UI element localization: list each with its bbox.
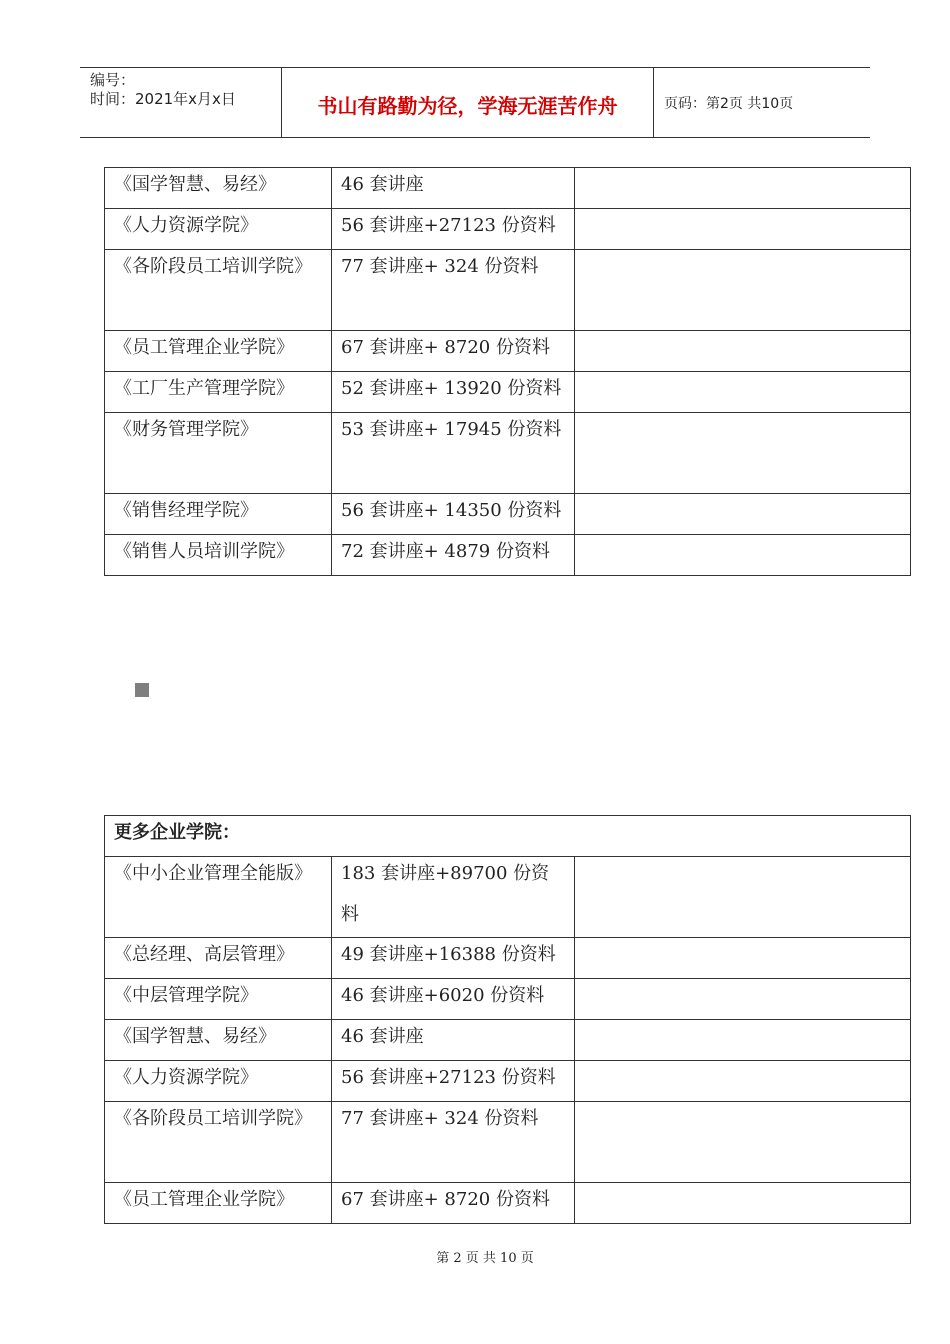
time-label: 时间：2021年x月x日 — [90, 90, 236, 108]
course-name: 《销售经理学院》 — [105, 494, 332, 535]
course-name: 《各阶段员工培训学院》 — [105, 1102, 332, 1183]
header-motto: 书山有路勤为径，学海无涯苦作舟 — [282, 68, 654, 137]
bullet-square-icon — [135, 683, 149, 697]
empty-cell — [575, 372, 911, 413]
empty-cell — [575, 938, 911, 979]
table-row — [105, 1183, 911, 1224]
empty-cell — [575, 331, 911, 372]
course-name: 《国学智慧、易经》 — [105, 1020, 332, 1061]
header-page-info: 页码：第2页 共10页 — [664, 95, 794, 112]
course-detail: 46 套讲座 — [332, 168, 575, 209]
page-footer: 第 2 页 共 10 页 — [436, 1251, 534, 1266]
course-name: 《中小企业管理全能版》 — [105, 857, 332, 938]
table-row — [105, 168, 911, 209]
course-detail: 67 套讲座+ 8720 份资料 — [332, 331, 575, 372]
empty-cell — [575, 413, 911, 494]
empty-cell — [575, 1183, 911, 1224]
course-name: 《员工管理企业学院》 — [105, 331, 332, 372]
course-detail: 56 套讲座+27123 份资料 — [332, 209, 575, 250]
table-row — [105, 331, 911, 372]
course-table-2 — [104, 815, 911, 1224]
course-detail: 52 套讲座+ 13920 份资料 — [332, 372, 575, 413]
header-meta — [80, 68, 282, 137]
table-row — [105, 413, 911, 494]
course-name: 《国学智慧、易经》 — [105, 168, 332, 209]
empty-cell — [575, 1102, 911, 1183]
empty-cell — [575, 857, 911, 938]
number-label: 编号： — [90, 71, 136, 89]
table-row — [105, 372, 911, 413]
course-detail: 77 套讲座+ 324 份资料 — [332, 1102, 575, 1183]
table-row — [105, 494, 911, 535]
course-name: 《工厂生产管理学院》 — [105, 372, 332, 413]
table-row — [105, 1061, 911, 1102]
empty-cell — [575, 1061, 911, 1102]
course-name: 《中层管理学院》 — [105, 979, 332, 1020]
course-name: 《财务管理学院》 — [105, 413, 332, 494]
table-row — [105, 535, 911, 576]
table-heading-row — [105, 816, 911, 857]
course-detail: 56 套讲座+27123 份资料 — [332, 1061, 575, 1102]
table-row — [105, 857, 911, 938]
table-row — [105, 250, 911, 331]
empty-cell — [575, 979, 911, 1020]
empty-cell — [575, 494, 911, 535]
course-table-1 — [104, 167, 911, 576]
course-detail: 53 套讲座+ 17945 份资料 — [332, 413, 575, 494]
empty-cell — [575, 250, 911, 331]
course-name: 《人力资源学院》 — [105, 209, 332, 250]
course-detail: 183 套讲座+89700 份资料 — [332, 857, 575, 938]
course-detail: 56 套讲座+ 14350 份资料 — [332, 494, 575, 535]
course-detail: 77 套讲座+ 324 份资料 — [332, 250, 575, 331]
table-row — [105, 1020, 911, 1061]
course-detail: 46 套讲座+6020 份资料 — [332, 979, 575, 1020]
page-header — [80, 67, 870, 138]
course-detail: 72 套讲座+ 4879 份资料 — [332, 535, 575, 576]
table-row — [105, 979, 911, 1020]
table-row — [105, 209, 911, 250]
course-name: 《员工管理企业学院》 — [105, 1183, 332, 1224]
empty-cell — [575, 535, 911, 576]
empty-cell — [575, 1020, 911, 1061]
course-name: 《总经理、高层管理》 — [105, 938, 332, 979]
course-name: 《销售人员培训学院》 — [105, 535, 332, 576]
course-detail: 49 套讲座+16388 份资料 — [332, 938, 575, 979]
table-row — [105, 938, 911, 979]
table-row — [105, 1102, 911, 1183]
course-name: 《人力资源学院》 — [105, 1061, 332, 1102]
course-detail: 46 套讲座 — [332, 1020, 575, 1061]
course-name: 《各阶段员工培训学院》 — [105, 250, 332, 331]
course-detail: 67 套讲座+ 8720 份资料 — [332, 1183, 575, 1224]
table-heading: 更多企业学院： — [105, 816, 911, 857]
empty-cell — [575, 168, 911, 209]
empty-cell — [575, 209, 911, 250]
